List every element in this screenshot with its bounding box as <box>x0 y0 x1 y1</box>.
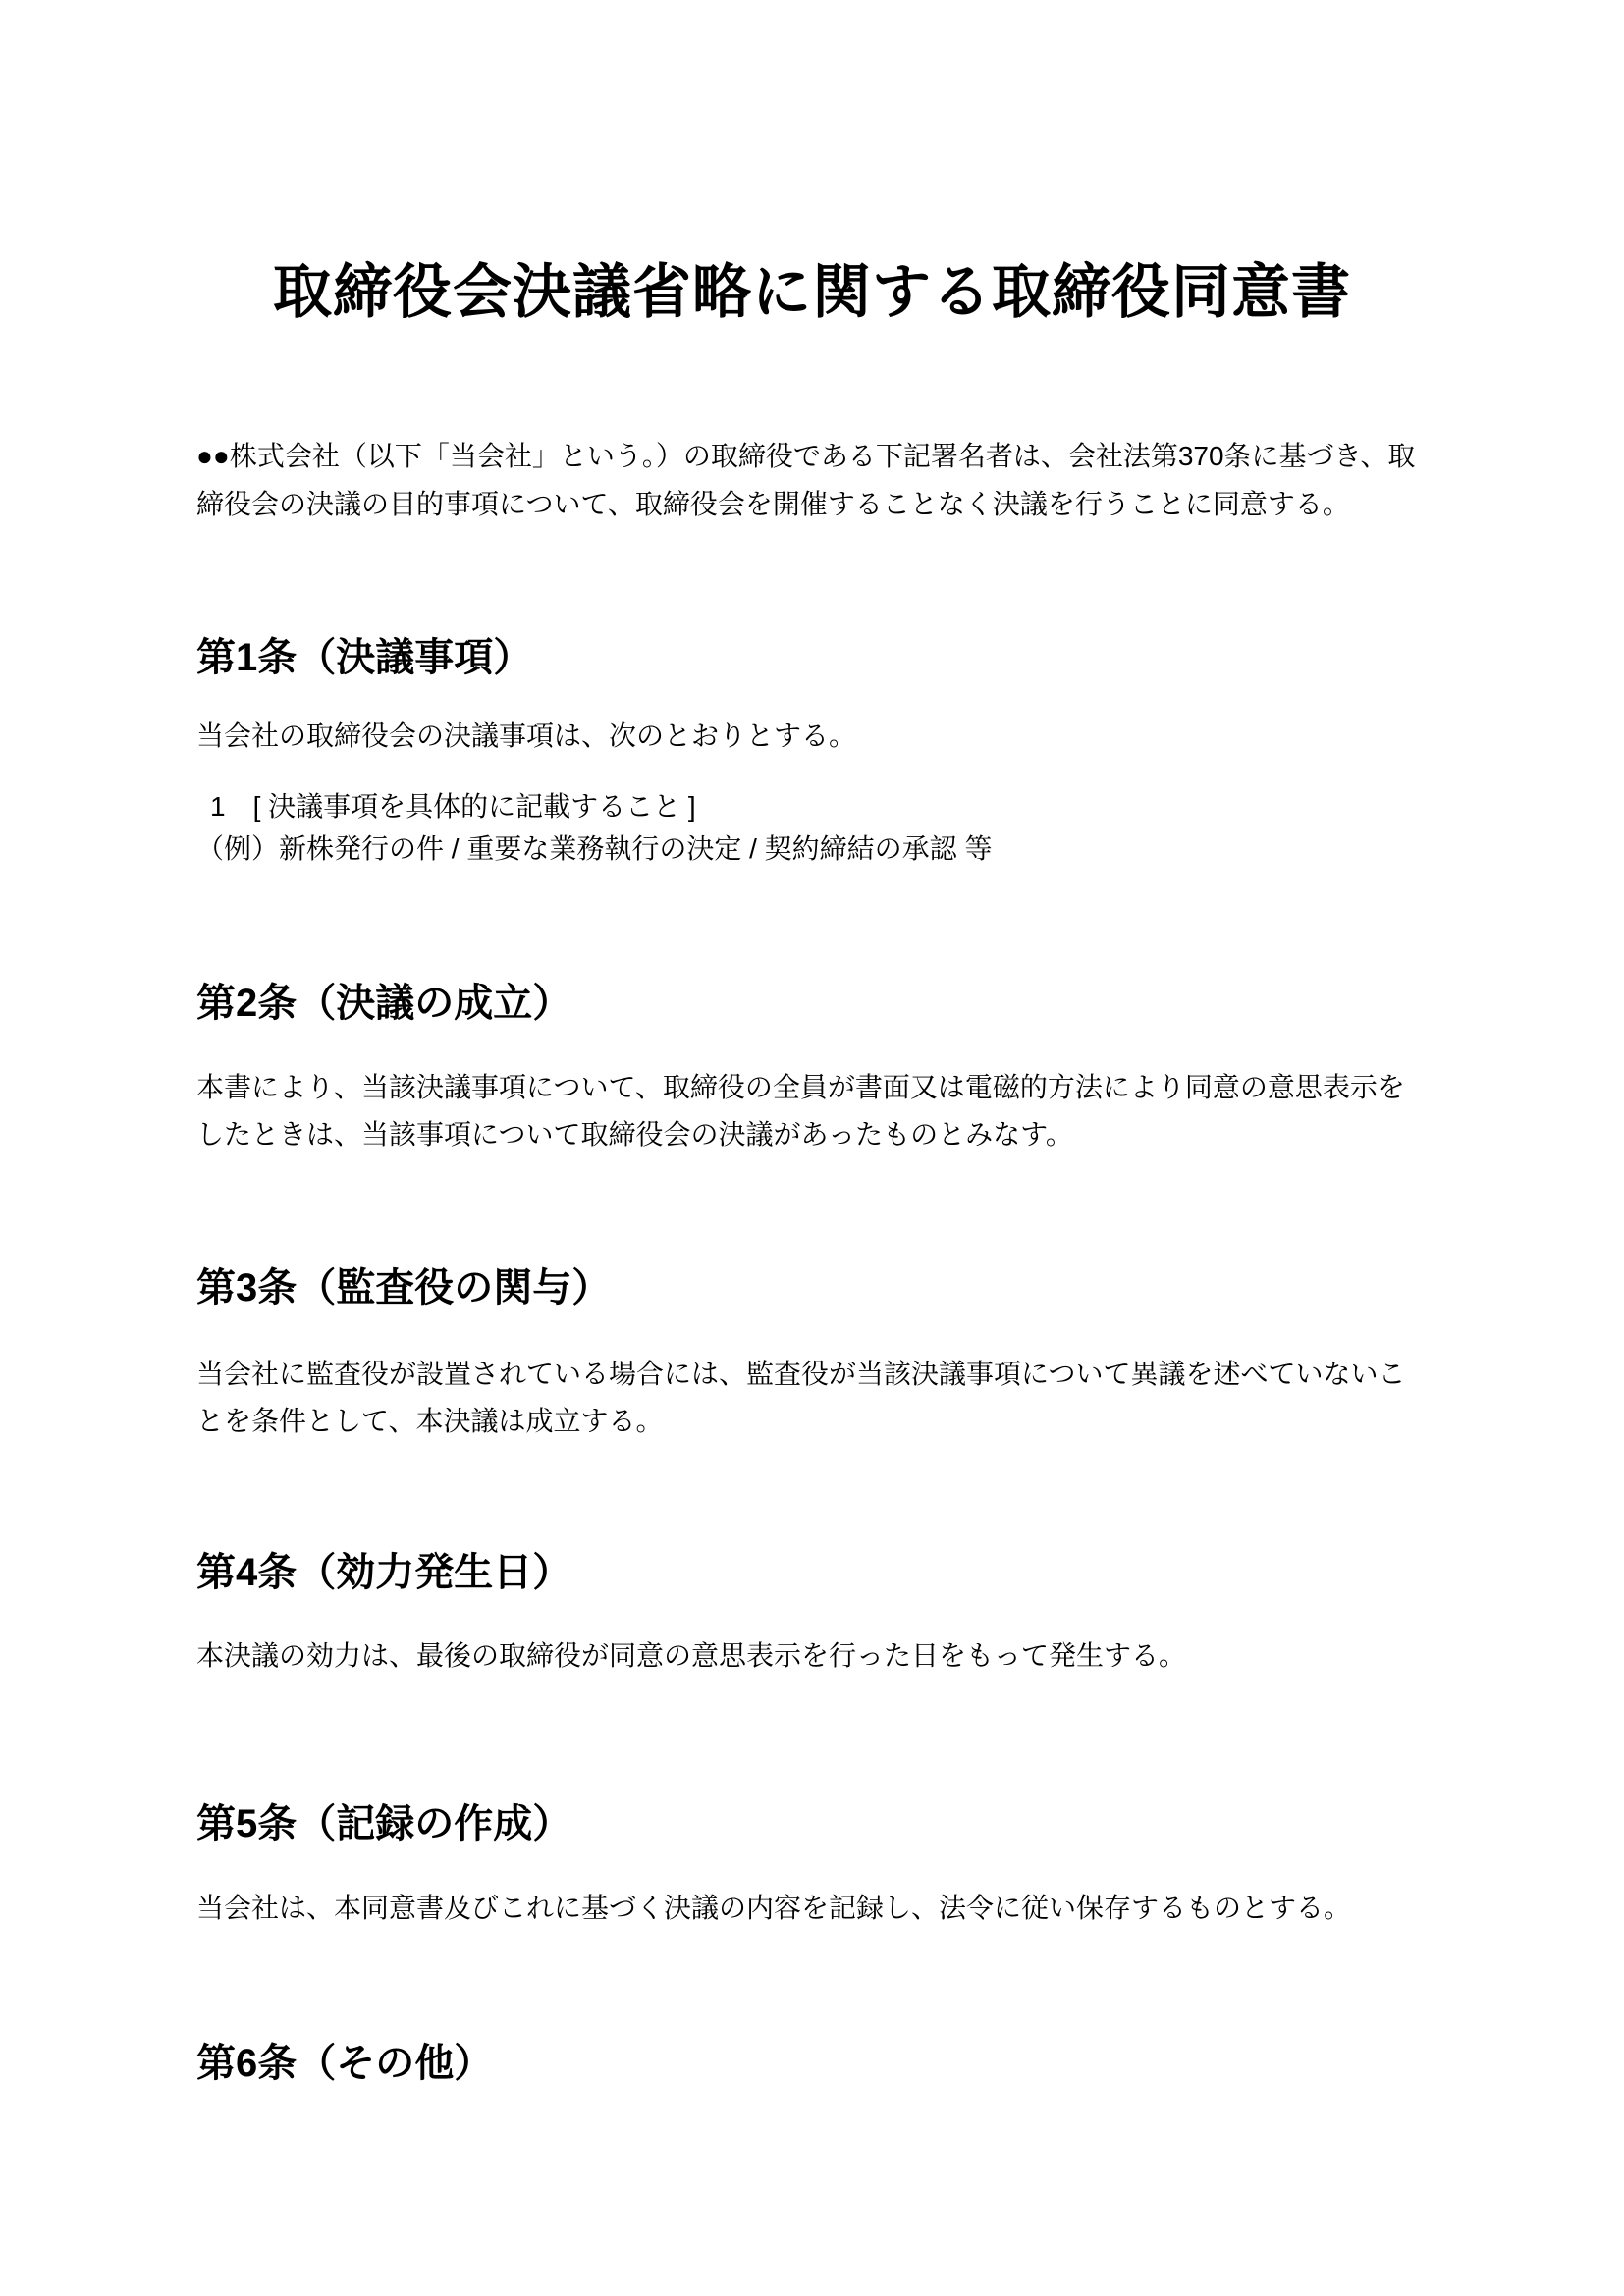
intro-paragraph: ●●株式会社（以下「当会社」という。）の取締役である下記署名者は、会社法第370条に基づき、取締役会の決議の目的事項について、取締役会を開催することなく決議を行うことに同意する。 <box>196 441 1416 519</box>
article-1-list-item-1: 1 [ 決議事項を具体的に記載すること ] <box>210 791 696 822</box>
article-1-body: 当会社の取締役会の決議事項は、次のとおりとする。 <box>196 721 857 751</box>
article-2-heading: 第2条（決議の成立） <box>196 982 572 1025</box>
document-title: 取締役会決議省略に関する取締役同意書 <box>273 259 1351 325</box>
article-5-body: 当会社は、本同意書及びこれに基づく決議の内容を記録し、法令に従い保存するものとする。 <box>196 1893 1352 1923</box>
article-3-body: 当会社に監査役が設置されている場合には、監査役が当該決議事項について異議を述べていないことを条件として、本決議は成立する。 <box>196 1359 1406 1436</box>
article-1-list <box>196 785 1428 870</box>
article-2-body: 本書により、当該決議事項について、取締役の全員が書面又は電磁的方法により同意の意思表示をしたときは、当該事項について取締役会の決議があったものとみなす。 <box>196 1072 1405 1149</box>
article-6-heading: 第6条（その他） <box>196 2042 494 2085</box>
article-4-heading: 第4条（効力発生日） <box>196 1551 572 1594</box>
article-1-heading: 第1条（決議事項） <box>196 636 533 679</box>
article-1-list-item-2: （例）新株発行の件 / 重要な業務執行の決定 / 契約締結の承認 等 <box>196 833 993 864</box>
article-3-heading: 第3条（監査役の関与） <box>196 1266 612 1309</box>
article-4-body: 本決議の効力は、最後の取締役が同意の意思表示を行った日をもって発生する。 <box>196 1640 1187 1671</box>
article-5-heading: 第5条（記録の作成） <box>196 1802 572 1845</box>
